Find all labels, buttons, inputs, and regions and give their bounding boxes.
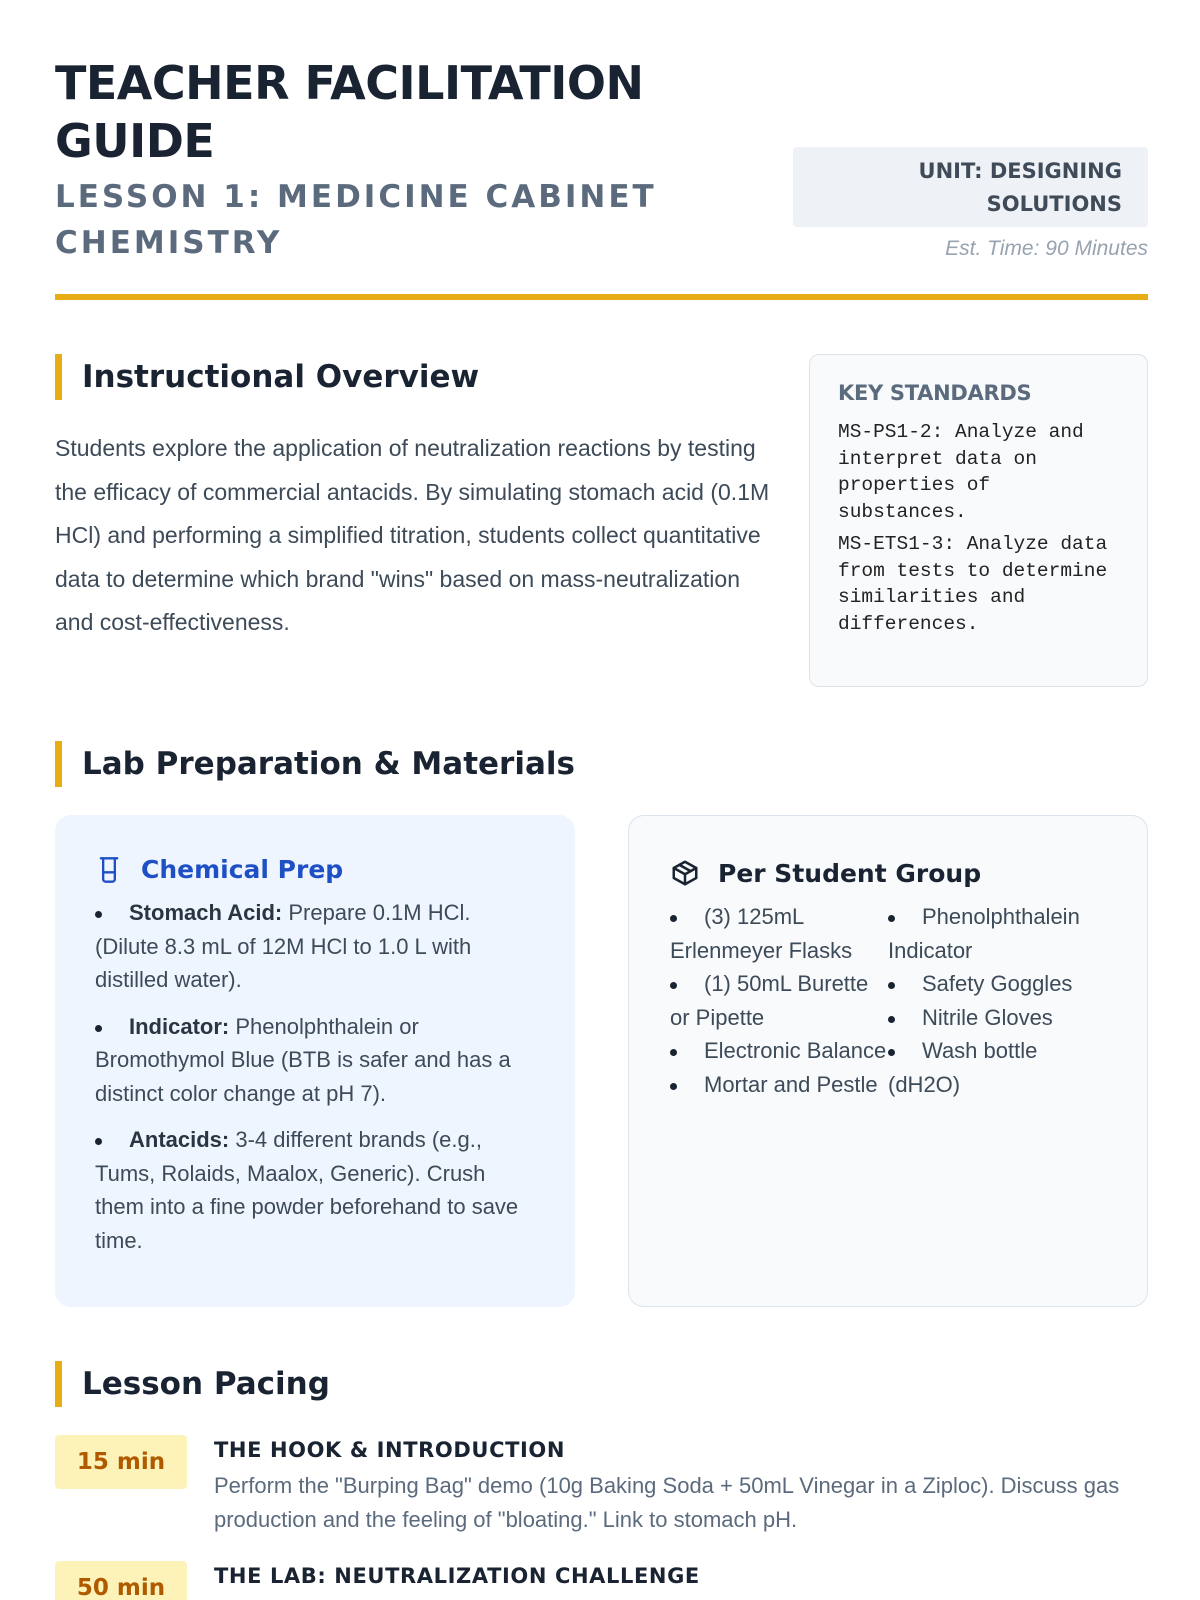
list-item	[95, 1123, 539, 1257]
page-title: TEACHER FACILITATION GUIDE	[55, 56, 644, 168]
guide-page	[55, 0, 1148, 1600]
header-divider	[55, 294, 1148, 300]
list-item: Phenolphthalein Indicator	[888, 900, 1106, 967]
package-icon	[670, 858, 700, 888]
student-group-title: Per Student Group	[718, 858, 982, 888]
list-item: Safety Goggles	[888, 967, 1106, 1001]
header	[55, 0, 1148, 302]
item-text: 3-4 different brands (e.g., Tums, Rolaids, Maalox, Generic). Crush them into a fine powder beforehand to save time.	[95, 1127, 519, 1253]
unit-badge: UNIT: DESIGNING SOLUTIONS	[793, 147, 1148, 227]
standards-title: KEY STANDARDS	[838, 381, 1032, 405]
chemical-prep-header	[95, 855, 539, 884]
list-item	[95, 896, 539, 997]
chemical-prep-title: Chemical Prep	[141, 855, 344, 884]
time-badge: 50 min	[55, 1561, 187, 1600]
pacing-title: THE LAB: NEUTRALIZATION CHALLENGE	[214, 1564, 700, 1588]
pacing-title: THE HOOK & INTRODUCTION	[214, 1438, 566, 1462]
time-badge: 15 min	[55, 1435, 187, 1489]
list-item: Mortar and Pestle	[670, 1068, 888, 1102]
standard-item: MS-ETS1-3: Analyze data from tests to determine similarities and differences.	[838, 533, 1108, 635]
materials-list-col2	[888, 900, 1106, 1101]
item-text: Prepare 0.1M HCl. (Dilute 8.3 mL of 12M HCl to 1.0 L with distilled water).	[95, 900, 472, 992]
item-label: Indicator:	[129, 1013, 230, 1039]
materials-columns	[670, 900, 1117, 1101]
list-item: (1) 50mL Burette or Pipette	[670, 967, 888, 1034]
pacing-heading: Lesson Pacing	[55, 1361, 330, 1407]
item-text: Phenolphthalein or Bromothymol Blue (BTB is safer and has a distinct color change at pH 7).	[95, 1013, 511, 1106]
overview-heading: Instructional Overview	[55, 354, 479, 400]
beaker-icon	[95, 856, 123, 884]
student-group-header	[670, 858, 1117, 888]
estimated-time: Est. Time: 90 Minutes	[945, 237, 1148, 260]
chemical-prep-card	[55, 815, 575, 1307]
list-item: (3) 125mL Erlenmeyer Flasks	[670, 900, 888, 967]
list-item: Nitrile Gloves	[888, 1001, 1106, 1035]
item-label: Antacids:	[129, 1127, 230, 1152]
materials-list-col1	[670, 900, 888, 1101]
list-item: Electronic Balance	[670, 1034, 888, 1068]
chemical-prep-list	[95, 896, 539, 1257]
lab-prep-heading: Lab Preparation & Materials	[55, 741, 575, 787]
lesson-subtitle: LESSON 1: MEDICINE CABINET CHEMISTRY	[55, 179, 657, 261]
student-group-card	[628, 815, 1148, 1307]
list-item	[95, 1010, 539, 1111]
list-item: Wash bottle (dH2O)	[888, 1034, 1106, 1101]
item-label: Stomach Acid:	[129, 900, 283, 925]
key-standards-panel	[809, 354, 1148, 687]
pacing-description: Perform the "Burping Bag" demo (10g Baking Soda + 50mL Vinegar in a Ziploc). Discuss gas production and the feeling of "bloating." Link to stomach pH.	[214, 1473, 1120, 1532]
standard-item: MS-PS1-2: Analyze and interpret data on properties of substances.	[838, 421, 1084, 523]
overview-text: Students explore the application of neutralization reactions by testing the efficacy of commercial antacids. By simulating stomach acid (0.1M HCl) and performing a simplified titration, students collect quantitative data to determine which brand "wins" based on mass-neutralization and cost-effectiveness.	[55, 435, 770, 635]
